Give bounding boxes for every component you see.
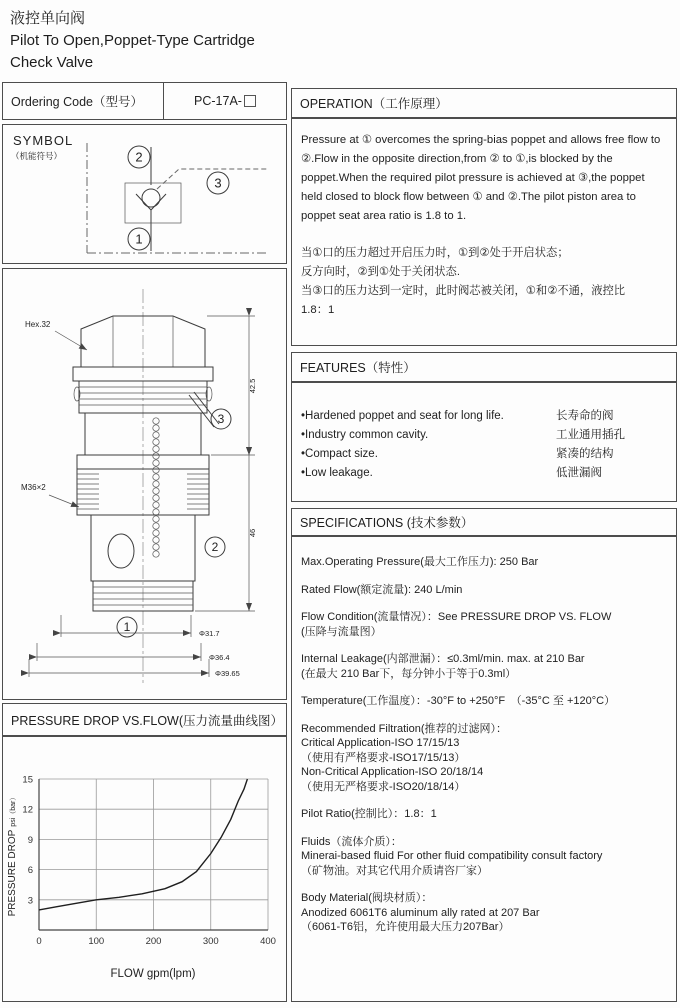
feature-text-en: •Industry common cavity. [301,429,429,441]
y-tick-label: 6 [27,865,33,877]
chart-section-title: PRESSURE DROP VS.FLOW(压力流量曲线图） [11,713,284,728]
symbol-pilot-line [157,169,269,189]
spec-item [301,583,667,598]
y-tick-label: 3 [27,895,33,907]
spec-item [301,722,667,795]
ordering-code-row [2,82,287,120]
feature-text-en: •Low leakage. [301,467,373,479]
x-tick-label: 200 [145,936,162,947]
symbol-ball-poppet [142,189,160,207]
spec-line: Critical Application-ISO 17/15/13 [301,737,460,749]
svg-text:42.5: 42.5 [248,378,257,394]
operation-title: OPERATION（工作原理） [300,97,448,111]
y-tick-label: 9 [27,834,33,846]
spec-item [301,807,667,822]
drawing-port-3-badge [211,409,231,429]
spec-line: （使用无严格要求-ISO20/18/14） [301,780,466,793]
svg-text:46: 46 [248,528,257,538]
feature-item [301,407,667,426]
check-valve-symbol-svg [3,125,286,263]
operation-paragraph-en: Pressure at ① overcomes the spring-bias poppet and allows free flow to ②.Flow in the opposite direction,from ② to ①,is blocked by the poppet.When the required pilot pressure is achieved at ③,the poppet held closed to block flow between ① and ②.The pilot piston area to poppet seat area ratio is 1.8 to 1. [301,134,661,222]
spec-item [301,610,667,639]
spec-item [301,652,667,681]
callout-hex32 [25,320,87,350]
feature-item [301,426,667,445]
x-tick-label: 100 [88,936,105,947]
ordering-code-value: PC-17A- [164,83,286,119]
flow-chart-svg [3,737,286,1001]
ordering-code-checkbox [244,95,256,107]
spec-line: (压降与流量图） [301,625,382,638]
symbol-port-1-badge [128,228,150,250]
ordering-code-label: Ordering Code（型号） [3,83,164,119]
spec-line: Pilot Ratio(控制比）：1.8：1 [301,808,437,820]
spec-line: Internal Leakage(内部泄漏）：≤0.3ml/min. max. at 210 Bar [301,653,585,665]
specifications-section-header [291,508,677,536]
features-title: FEATURES（特性） [300,361,416,375]
x-tick-label: 0 [36,936,42,947]
dimension-42-5 [207,316,257,455]
y-axis-label: PRESSURE DROPpsi（bar） [7,793,18,917]
valve-pilot-slot [189,392,219,427]
feature-item [301,464,667,483]
svg-text:Hex.32: Hex.32 [25,320,51,329]
feature-text-cn: 低泄漏阀 [556,467,602,479]
spec-line: Non-Critical Application-ISO 20/18/14 [301,766,484,778]
feature-text-cn: 紧凑的结构 [556,448,614,460]
spec-line: (在最大 210 Bar下，每分钟小于等于0.3ml） [301,667,517,680]
callout-m36x2 [21,483,79,507]
symbol-port-3-badge [207,172,229,194]
page-header [10,8,255,74]
dimension-dia-31-7 [61,615,220,638]
page-title-cn: 液控单向阀 [10,10,86,27]
feature-text-en: •Hardened poppet and seat for long life. [301,410,504,422]
spec-line: （使用有严格要求-ISO17/15/13） [301,751,466,764]
spec-item [301,694,667,709]
svg-text:Φ36.4: Φ36.4 [209,653,230,662]
symbol-subtitle: （机能符号） [11,151,63,161]
spec-line: Recommended Filtration(推荐的过滤网）： [301,722,507,735]
symbol-seat-left [136,194,151,210]
dimension-dia-36-4 [37,643,230,662]
spec-item [301,555,667,570]
symbol-section [2,124,287,264]
x-axis-label: FLOW gpm(lpm) [110,968,196,980]
svg-text:M36×2: M36×2 [21,483,46,492]
spec-item [301,891,667,935]
y-tick-label: 15 [22,774,33,786]
page-title-en-line1: Pilot To Open,Poppet-Type Cartridge [10,32,255,49]
drawing-port-2-badge [205,537,225,557]
svg-text:Φ31.7: Φ31.7 [199,629,220,638]
svg-text:1: 1 [135,231,143,247]
x-tick-label: 400 [260,936,276,947]
symbol-seat-right [151,194,166,210]
specifications-list [301,555,667,935]
svg-text:1: 1 [123,620,131,634]
symbol-title: SYMBOL [13,133,74,148]
feature-text-en: •Compact size. [301,448,378,460]
chart-section-header [2,703,287,736]
svg-text:Φ39.65: Φ39.65 [215,669,240,678]
spec-line: （矿物油。对其它代用介质请咨厂家） [301,864,488,877]
feature-text-cn: 长寿命的阀 [556,410,614,422]
specifications-title: SPECIFICATIONS (技术参数） [300,516,474,530]
operation-body [291,118,677,346]
spec-line: Minerai-based fluid For other fluid compatibility consult factory [301,850,603,862]
spec-line: Rated Flow(额定流量): 240 L/min [301,583,463,596]
symbol-port-2-badge [128,146,150,168]
feature-item [301,445,667,464]
flow-chart [2,736,287,1002]
spec-line: Temperature(工作温度）：-30°F to +250°F （-35°C 至 +120°C） [301,695,616,707]
spec-item [301,835,667,879]
dimension-46 [195,455,257,611]
svg-text:2: 2 [211,540,219,554]
drawing-port-1-badge [117,617,137,637]
y-tick-label: 12 [22,804,33,816]
valve-cross-section-svg [3,269,286,699]
valve-spring [153,418,159,557]
pressure-drop-curve [39,779,247,910]
spec-line: Fluids（流体介质）： [301,835,402,848]
valve-drawing-section [2,268,287,700]
page-title-en-line2: Check Valve [10,54,94,71]
specifications-body [291,536,677,1002]
svg-text:2: 2 [135,149,143,165]
feature-text-cn: 工业通用插孔 [556,429,625,441]
features-list [301,407,667,483]
features-body [291,382,677,502]
spec-line: Max.Operating Pressure(最大工作压力): 250 Bar [301,556,539,568]
x-tick-label: 300 [202,936,219,947]
svg-text:3: 3 [214,175,222,191]
spec-line: Body Material(阀块材质）： [301,892,433,904]
spec-line: （6061-T6铝，允许使用最大压力207Bar） [301,921,510,933]
operation-paragraph-cn: 当①口的压力超过开启压力时，①到②处于开启状态； 反方向时，②到①处于关闭状态. 当③口的压力达到一定时，此时阀芯被关闭，①和②不通，液控比 1.8：1 [301,247,626,316]
svg-text:3: 3 [217,412,225,426]
operation-section-header [291,88,677,118]
spec-line: Flow Condition(流量情况）：See PRESSURE DROP VS. FLOW [301,611,612,623]
spec-line: Anodized 6061T6 aluminum ally rated at 207 Bar [301,906,540,919]
features-section-header [291,352,677,382]
